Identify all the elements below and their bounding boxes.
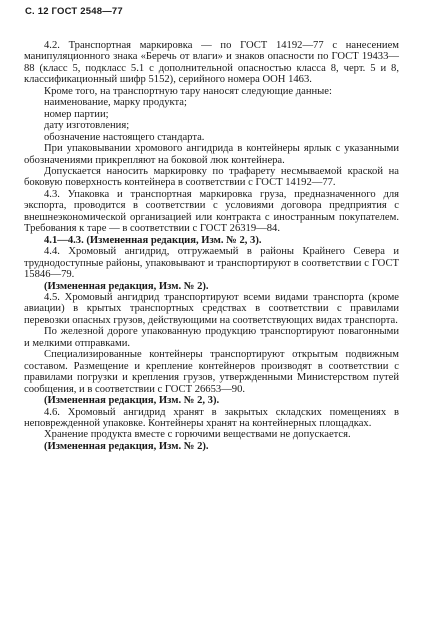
paragraph-containers-transport: Специализированные контейнеры транспортируют открытым подвижным составом. Размещение и крепление контейнеров производят в соответствии с правилами погрузки и крепления грузов, утвержденными Министерством путей сообщения, и в соответствии с ГОСТ 26653—90. [24,349,399,395]
paragraph-additional-data-intro: Кроме того, на транспортную тару наносят следующие данные: [44,85,332,97]
amendment-note: 4.1—4.3. (Измененная редакция, Изм. № 2, 3). [44,234,262,246]
paragraph-4-5: 4.5. Хромовый ангидрид транспортируют всеми видами транспорта (кроме авиации) в крытых транспортных средствах в соответствии с правилами перевозки опасных грузов, действующими на соответствующих видах транспорта. [24,291,399,326]
paragraph-4-2: 4.2. Транспортная маркировка — по ГОСТ 14192—77 с нанесением манипуляционного знака «Беречь от влаги» и знаков опасности по ГОСТ 19433—88 (класс 5, подкласс 5.1 с дополнительной опасностью класса 8, черт. 5 и 8, классификационный шифр 5152), серийного номера ООН 1463. [24,40,399,86]
list-item-manufacture-date: дату изготовления; [44,120,130,132]
list-item-standard-designation: обозначение настоящего стандарта. [44,131,205,143]
paragraph-4-4: 4.4. Хромовый ангидрид, отгружаемый в районы Крайнего Севера и труднодоступные районы, упаковывают и транспортируют в соответствии с ГОСТ 15846—79. [24,246,399,281]
paragraph-container-label: При упаковывании хромового ангидрида в контейнеры ярлык с указанными обозначениями прикрепляют на боковой люк контейнера. [24,143,399,166]
amendment-note: (Измененная редакция, Изм. № 2). [44,440,209,452]
paragraph-railway: По железной дороге упакованную продукцию транспортируют повагонными и мелкими отправками. [24,326,399,349]
paragraph-4-3: 4.3. Упаковка и транспортная маркировка груза, предназначенного для экспорта, проводится в соответствии с условиями договора предприятия с внешнеэкономической организацией или контракта с иностранным покупателем. Требования к таре — в соответствии с ГОСТ 26319—84. [24,188,399,235]
document-body [24,40,399,452]
page-header: С. 12 ГОСТ 2548—77 [25,6,123,17]
paragraph-storage-restriction: Хранение продукта вместе с горючими веществами не допускается. [44,429,351,441]
amendment-note: (Измененная редакция, Изм. № 2, 3). [44,395,220,407]
list-item-product-name: наименование, марку продукта; [44,97,187,109]
list-item-batch-number: номер партии; [44,108,109,120]
paragraph-4-6: 4.6. Хромовый ангидрид хранят в закрытых складских помещениях в неповрежденной упаковке. Контейнеры хранят на контейнерных площадках. [24,406,399,429]
paragraph-stencil-marking: Допускается наносить маркировку по трафарету несмываемой краской на боковую поверхность контейнера в соответствии с ГОСТ 14192—77. [24,165,399,189]
amendment-note: (Измененная редакция, Изм. № 2). [44,280,209,292]
